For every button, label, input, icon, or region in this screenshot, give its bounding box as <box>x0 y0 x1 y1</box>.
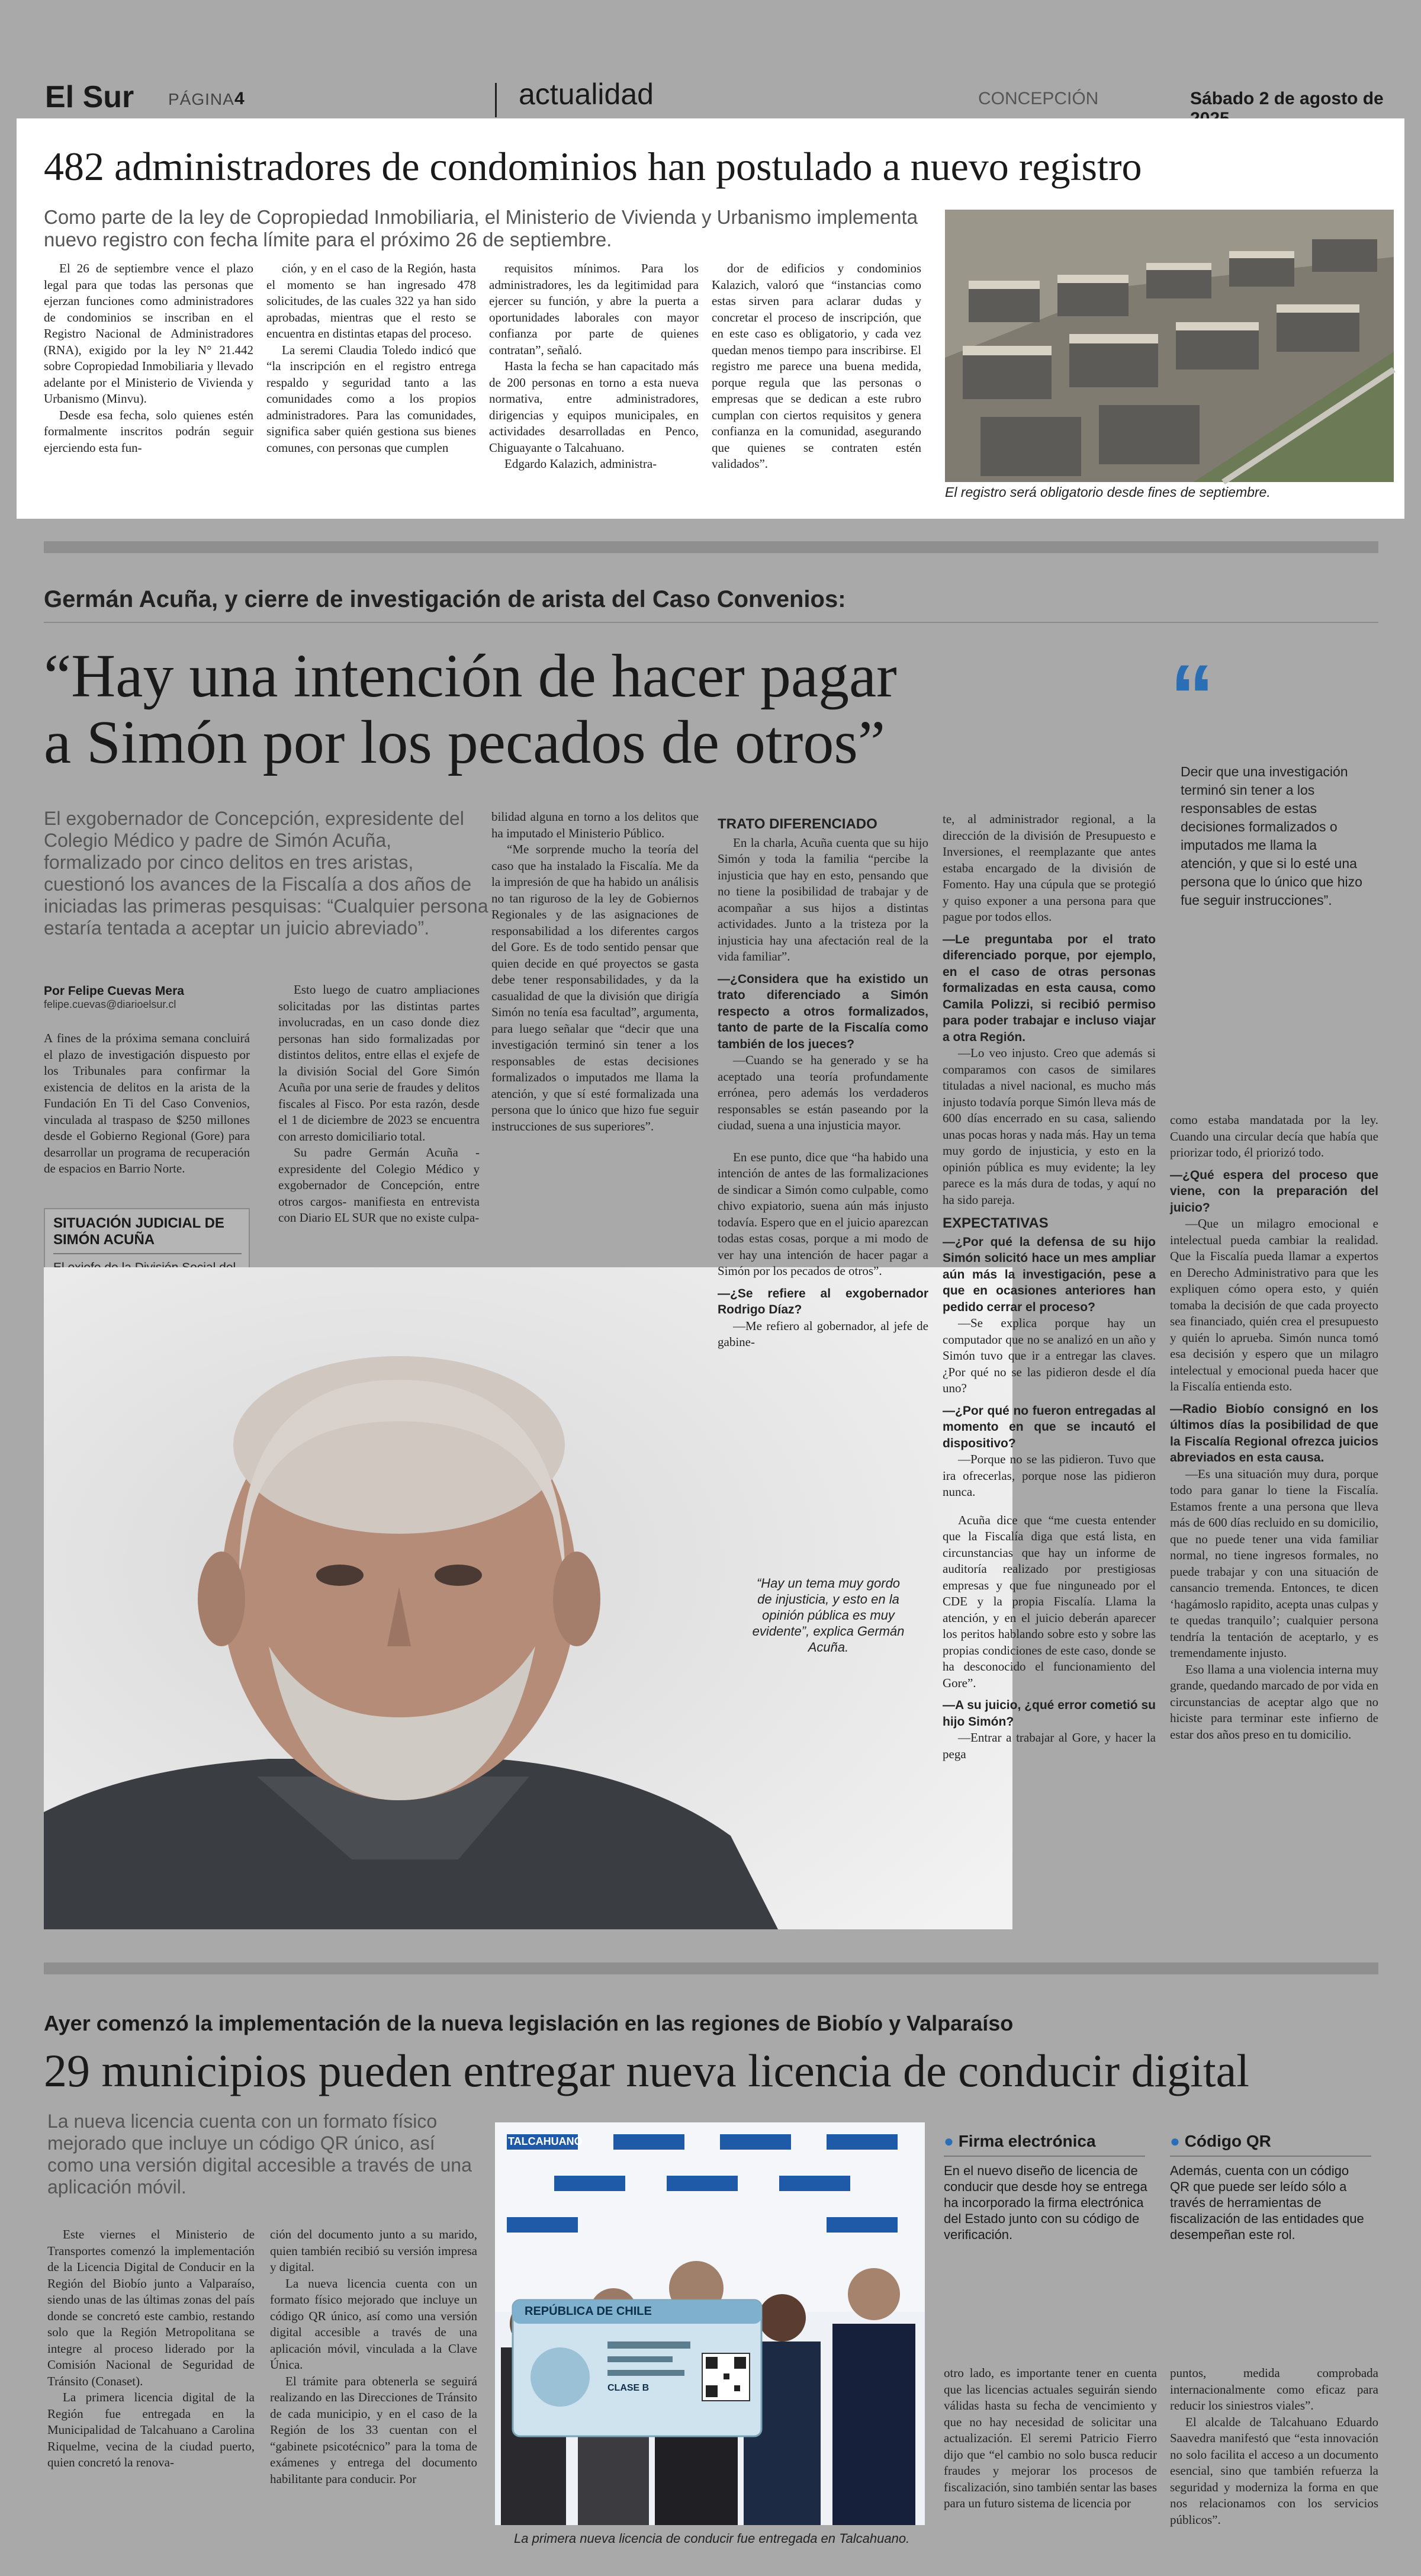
article-condominios <box>17 118 1404 519</box>
article-column-1: A fines de la próxima semana concluirá el plazo de investigación dispuesto por los Tribunales para confirmar la existencia de delitos en la arista de la Fundación En Ti del Caso Convenios, vinculada al traspaso de $250 millones desde el Gobierno Regional (Gore) para desarrollar un programa de recuperación de espacios en Barrio Norte. <box>44 1031 250 1175</box>
article-column-3: requisitos mínimos. Para los administradores, les da legitimidad para ejercer su función, y abre la puerta a oportunidades laborales con mayor confianza por parte de quienes contratan”, señaló. Hasta la fecha se han capacitado más de 200 personas en torno a esta nueva normativa, entre administradores, dirigencias y equipos municipales, en actividades desarrolladas en Penco, Chiguayante o Talcahuano. Edgardo Kalazich, administra- <box>489 261 699 471</box>
box-text: Además, cuenta con un código QR que puede ser leído sólo a través de herramientas de fiscalización de las entidades que desempeñan este rol. <box>1170 2163 1364 2242</box>
article-column-5: te, al administrador regional, a la dirección de la división de Presupuesto e Inversiones, el reemplazante que antes estaba encargado de la división de Fomento. Hay una cúpula que se protegió y quiso exponer a una persona para que pague por todos ellos. —Le preguntaba por el trato diferenciado porque, por ejemplo, en el caso de otras personas formalizadas en esta causa, como Camila Polizzi, si recibió permiso para poder trabajar e incluso viajar a otra Región. —Lo veo injusto. Creo que además si comparamos con casos de similares tituladas a nivel nacional, es mucho más injusto todavía porque Simón lleva más de 600 días encerrado en su casa, saliendo unas pocas horas y nada más. Hay un tema muy gordo de injusticia, y esto en la opinión pública es muy evidente; la ley parece es la más dura de todas, y aquí no ha sido pareja. EXPECTATIVAS —¿Por qué la defensa de su hijo Simón solicitó hace un mes ampliar aún más la investigación, pese a que en ocasiones anteriores han pedido cerrar el proceso? —Se explica porque hay un computador que no se analizó en un año y Simón tuvo que ir a entregar las claves. ¿Por qué no se las pidieron desde el día uno? —¿Por qué no fueron entregadas al momento en que se incautó el dispositivo? —Porque no se las pidieron. Tuvo que ira ofrecerlas, porque nose las pidieron nunca. Acuña dice que “me cuesta entender que la Fiscalía diga que está lista, en circunstancias que hay un informe de auditoría realizado por prestigiosas empresas y que fue ninguneado por el CDE y la propia Fiscalía. Llama la atención, y en el juicio deberán aparecer los peritos hablando sobre esto y sobre las propias condiciones de este caso, donde se ha desconocido el funcionamiento del Gore”. —A su juicio, ¿qué error cometió su hijo Simón? —Entrar a trabajar al Gore, y hacer la pega <box>943 812 1156 1761</box>
kicker-underline <box>44 622 1378 623</box>
license-photo <box>495 2122 925 2525</box>
byline-email: felipe.cuevas@diarioelsur.cl <box>44 998 176 1010</box>
page-number: 4 <box>234 89 245 108</box>
license-country: REPÚBLICA DE CHILE <box>525 2305 652 2318</box>
bullet-icon: ● <box>1170 2132 1185 2150</box>
section-divider <box>44 1962 1378 1974</box>
article-column-1: El 26 de septiembre vence el plazo legal para que todas las personas que ejerzan funciones como administradores de condominios se inscriban en el Registro Nacional de Administradores (RNA), exigido por la ley N° 21.442 sobre Copropiedad Inmobiliaria y llevado adelante por el Ministerio de Vivienda y Urbanismo (Minvu). Desde esa fecha, solo quienes estén formalmente inscritos podrán seguir ejerciendo esta fun- <box>44 261 253 455</box>
article-column-6: como estaba mandatada por la ley. Cuando una circular decía que había que priorizar todo, él priorizó todo. —¿Qué espera del proceso que viene, con la preparación del juicio? —Que un milagro emocional e intelectual pueda cambiar la realidad. Que la Fiscalía pueda llamar a expertos en Derecho Administrativo para que les expliquen cómo opera esto, y quién tomaba la decisión de que cada proyecto sea financiado, quién crea el presupuesto y quién lo aprueba. Simón nunca tomó esa decisión y espero que un milagro intelectual y emocional pueda hacer que la Fiscalía entienda esto. —Radio Biobío consignó en los últimos días la posibilidad de que la Fiscalía Regional ofrezca juicios abreviados en esta causa. —Es una situación muy dura, porque todo para ganar lo tiene la Fiscalía. Estamos frente a una persona que lleva más de 600 días recluido en su domicilio, que no puede tener una vida familiar normal, no tiene ingresos formales, no puede trabajar y con una situación de cansancio tremenda. Entonces, te dicen ‘hagámoslo rapidito, acepta unas culpas y te quedas tranquilo’; cualquier persona tendría la tentación de aceptarlo, y es tremendamente injusto. Eso llama a una violencia interna muy grande, quedando marcado de por vida en circunstancias de aceptar algo que no hiciste para terminar este infierno de estar dos años preso en tu domicilio. <box>1170 1113 1378 1742</box>
info-box-qr <box>1170 2132 1378 2333</box>
license-class: CLASE B <box>607 2383 650 2393</box>
date-label: Sábado 2 de agosto de <box>1190 89 1384 108</box>
header-divider <box>495 83 497 117</box>
section-label: actualidad <box>519 78 654 111</box>
article-acuna <box>0 557 1421 1978</box>
article-title-line-2: a Simón por los pecados de otros” <box>44 708 886 776</box>
article-lead: El exgobernador de Concepción, expresidente del Colegio Médico y padre de Simón Acuña, formalizado por cinco delitos en tres aristas, cuestionó los avances de la Fiscalía a dos años de iniciadas las primeras pesquisas: “Cualquier persona estaría tentada a aceptar un juicio abreviado”. <box>44 808 488 939</box>
box-title: ● Código QR <box>1170 2132 1271 2150</box>
article-kicker: Germán Acuña, y cierre de investigación de arista del Caso Convenios: <box>44 586 846 612</box>
article-column-2: ción, y en el caso de la Región, hasta el momento se han ingresado 478 solicitudes, de las cuales 322 ya han sido aprobadas, mientras que el resto se encuentra en distintas etapas del proceso. La seremi Claudia Toledo indicó que “la inscripción en el registro entrega respaldo y seguridad tanto a las comunidades como a los propios administradores. Para las comunidades, significa saber quién gestiona sus bienes comunes, con personas que cumplen <box>266 261 476 455</box>
article-column-2: ción del documento junto a su marido, quien también recibió su versión impresa y digital. La nueva licencia cuenta con un formato físico mejorado que incluye un código QR único, así como una versión digital accesible a través de una aplicación móvil, vinculada a la Clave Única. El trámite para obtenerla se seguirá realizando en las Direcciones de Tránsito de cada municipio, y en el caso de la Región de los 33 cuentan con el “gabinete psicotécnico” para la toma de exámenes y entrega del documento habilitante para conducir. Por <box>270 2227 477 2486</box>
article-title: 482 administradores de condominios han postulado a nuevo registro <box>44 144 1142 189</box>
page-header <box>0 0 1421 118</box>
article-column-3: otro lado, es importante tener en cuenta que las licencias actuales seguirán siendo válidas hasta su fecha de vencimiento y que no hay necesidad de solicitar una actualización. El seremi Patricio Fierro dijo que “el cambio no solo busca reducir fraudes y mejorar los procesos de fiscalización, sino también sentar las bases para un futuro sistema de licencia por <box>944 2366 1157 2510</box>
article-title: 29 municipios pueden entregar nueva licencia de conducir digital <box>44 2045 1249 2096</box>
photo-caption: El registro será obligatorio desde fines de septiembre. <box>945 484 1271 500</box>
box-text: En el nuevo diseño de licencia de conducir que desde hoy se entrega ha incorporado la firma electrónica del Estado junto con su código de verificación. <box>944 2163 1147 2242</box>
info-box-firma <box>944 2132 1158 2333</box>
condominium-photo <box>945 210 1394 482</box>
page-label: PÁGINA <box>168 90 234 108</box>
photo-caption: La primera nueva licencia de conducir fue entregada en Talcahuano. <box>514 2531 910 2546</box>
article-lead: La nueva licencia cuenta con un formato físico mejorado que incluye un código QR único, así como una versión digital accesible a través de una aplicación móvil. <box>47 2111 472 2198</box>
article-column-4: dor de edificios y condominios Kalazich, valoró que “instancias como estas sirven para aclarar dudas y concretar el proceso de inscripción, que en este caso es obligatorio, y cada vez quedan menos tiempo para inscribirse. El registro me parece una buena medida, porque regula que las personas o empresas que se dedican a este rubro cumplan con ciertos requisitos y genera confianza en la comunidad, asegurando que quienes se contraten estén validados”. <box>712 261 921 471</box>
article-kicker: Ayer comenzó la implementación de la nueva legislación en las regiones de Biobío y Valparaíso <box>44 2011 1014 2035</box>
article-licencia <box>0 1978 1421 2576</box>
article-title-line-1: “Hay una intención de hacer pagar <box>44 642 897 710</box>
article-column-1: Este viernes el Ministerio de Transportes comenzó la implementación de la Licencia Digital de Conducir en la Región del Biobío junto a Valparaíso, siendo unas de las últimas zonas del país donde se concretó este cambio, restando solo que la Región Metropolitana se integre al proceso liderado por la Comisión Nacional de Seguridad de Tránsito (Conaset). La primera licencia digital de la Región fue entregada en la Municipalidad de Talcahuano a Carolina Riquelme, vecina de la ciudad puerto, quien concretó la renova- <box>47 2227 255 2469</box>
byline: Por Felipe Cuevas Mera <box>44 984 184 998</box>
article-column-3: bilidad alguna en torno a los delitos que ha imputado el Ministerio Público. “Me sorprende mucho la teoría del caso que ha instalado la Fiscalía. Me da la impresión de que ha habido un análisis no tan riguroso de la ley de Gobiernos Regionales y de las asignaciones de responsabilidad a los diferentes cargos del Gore. Es de todo sentido pensar que quien decide en qué proyectos se gasta debe tener responsabilidades, y da la casualidad de que la división que dirigía Simón no tenía esa facultad”, argumenta, para luego señalar que “decir que una investigación terminó sin tener a los responsables de estas decisiones formalizados o imputados me llama la atención, y que sí esté formalizada una persona que lo único que hizo fue seguir instrucciones de sus superiores”. <box>491 810 699 1133</box>
section-divider <box>44 541 1378 553</box>
box-title: SITUACIÓN JUDICIAL DE SIMÓN ACUÑA <box>53 1215 224 1248</box>
masthead: El Sur <box>45 80 134 114</box>
backdrop-text: TALCAHUANO <box>508 2135 583 2147</box>
photo-caption: “Hay un tema muy gordo de injusticia, y esto en la opinión pública es muy evidente”, explica Germán Acuña. <box>752 1576 905 1655</box>
article-lead: Como parte de la ley de Copropiedad Inmobiliaria, el Ministerio de Vivienda y Urbanismo implementa nuevo registro con fecha límite para el próximo 26 de septiembre. <box>44 206 918 250</box>
article-column-2: Esto luego de cuatro ampliaciones solicitadas por las distintas partes involucradas, en un caso donde diez personas han sido formalizadas por distintos delitos, entre ellas el exjefe de la división Social del Gore Simón Acuña por una serie de fraudes y delitos fiscales al Fisco. Por esta razón, desde el 1 de diciembre de 2023 se encuentra con arresto domiciliario total. Su padre Germán Acuña -expresidente del Colegio Médico y exgobernador de Concepción, entre otros cargos- manifiesta en entrevista con Diario EL SUR que no existe culpa- <box>278 982 480 1225</box>
bullet-icon: ● <box>944 2132 959 2150</box>
pullquote: Decir que una investigación terminó sin tener a los responsables de estas decisiones formalizados o imputados me llama la atención, y que si lo esté una persona que lo único que hizo fue seguir instrucciones”. <box>1181 764 1362 908</box>
box-divider <box>944 2156 1145 2157</box>
box-divider <box>1170 2156 1371 2157</box>
box-title: ● Firma electrónica <box>944 2132 1096 2150</box>
quote-mark-icon: “ <box>1170 646 1214 746</box>
article-column-4: TRATO DIFERENCIADO En la charla, Acuña cuenta que su hijo Simón y toda la familia “percibe la injusticia que hay en esto, pensando que no tiene la posibilidad de trabajar y de acompañar a sus hijos a distintas actividades. Junto a la tristeza por la injusticia hay una afectación real de la vida familiar”. —¿Considera que ha existido un trato diferenciado a Simón respecto a otros formalizados, tanto de parte de la Fiscalía como también de los jueces? —Cuando se ha generado y se ha aceptado una teoría profundamente errónea, pero además los verdaderos responsables se están paseando por la ciudad, suena a una injusticia mayor. En ese punto, dice que “ha habido una intención de antes de las formalizaciones de sindicar a Simón como culpable, como chivo expiatorio, suena aún más injusto todavía. Espero que en el juicio aparezcan todas estas cosas, porque a mi modo de ver hay una intención de hacer pagar a Simón por los pecados de otros”. —¿Se refiere al exgobernador Rodrigo Díaz? —Me refiero al gobernador, al jefe de gabine- <box>718 816 928 1349</box>
box-divider <box>53 1253 242 1254</box>
city-label: CONCEPCIÓN <box>978 89 1099 108</box>
article-column-4: puntos, medida comprobada internacionalmente como eficaz para reducir los siniestros viales”. El alcalde de Talcahuano Eduardo Saavedra manifestó que “esta innovación no solo facilita el acceso a un documento esencial, sino que también refuerza la seguridad y moderniza la forma en que nos relacionamos con los servicios públicos”. <box>1170 2366 1378 2527</box>
